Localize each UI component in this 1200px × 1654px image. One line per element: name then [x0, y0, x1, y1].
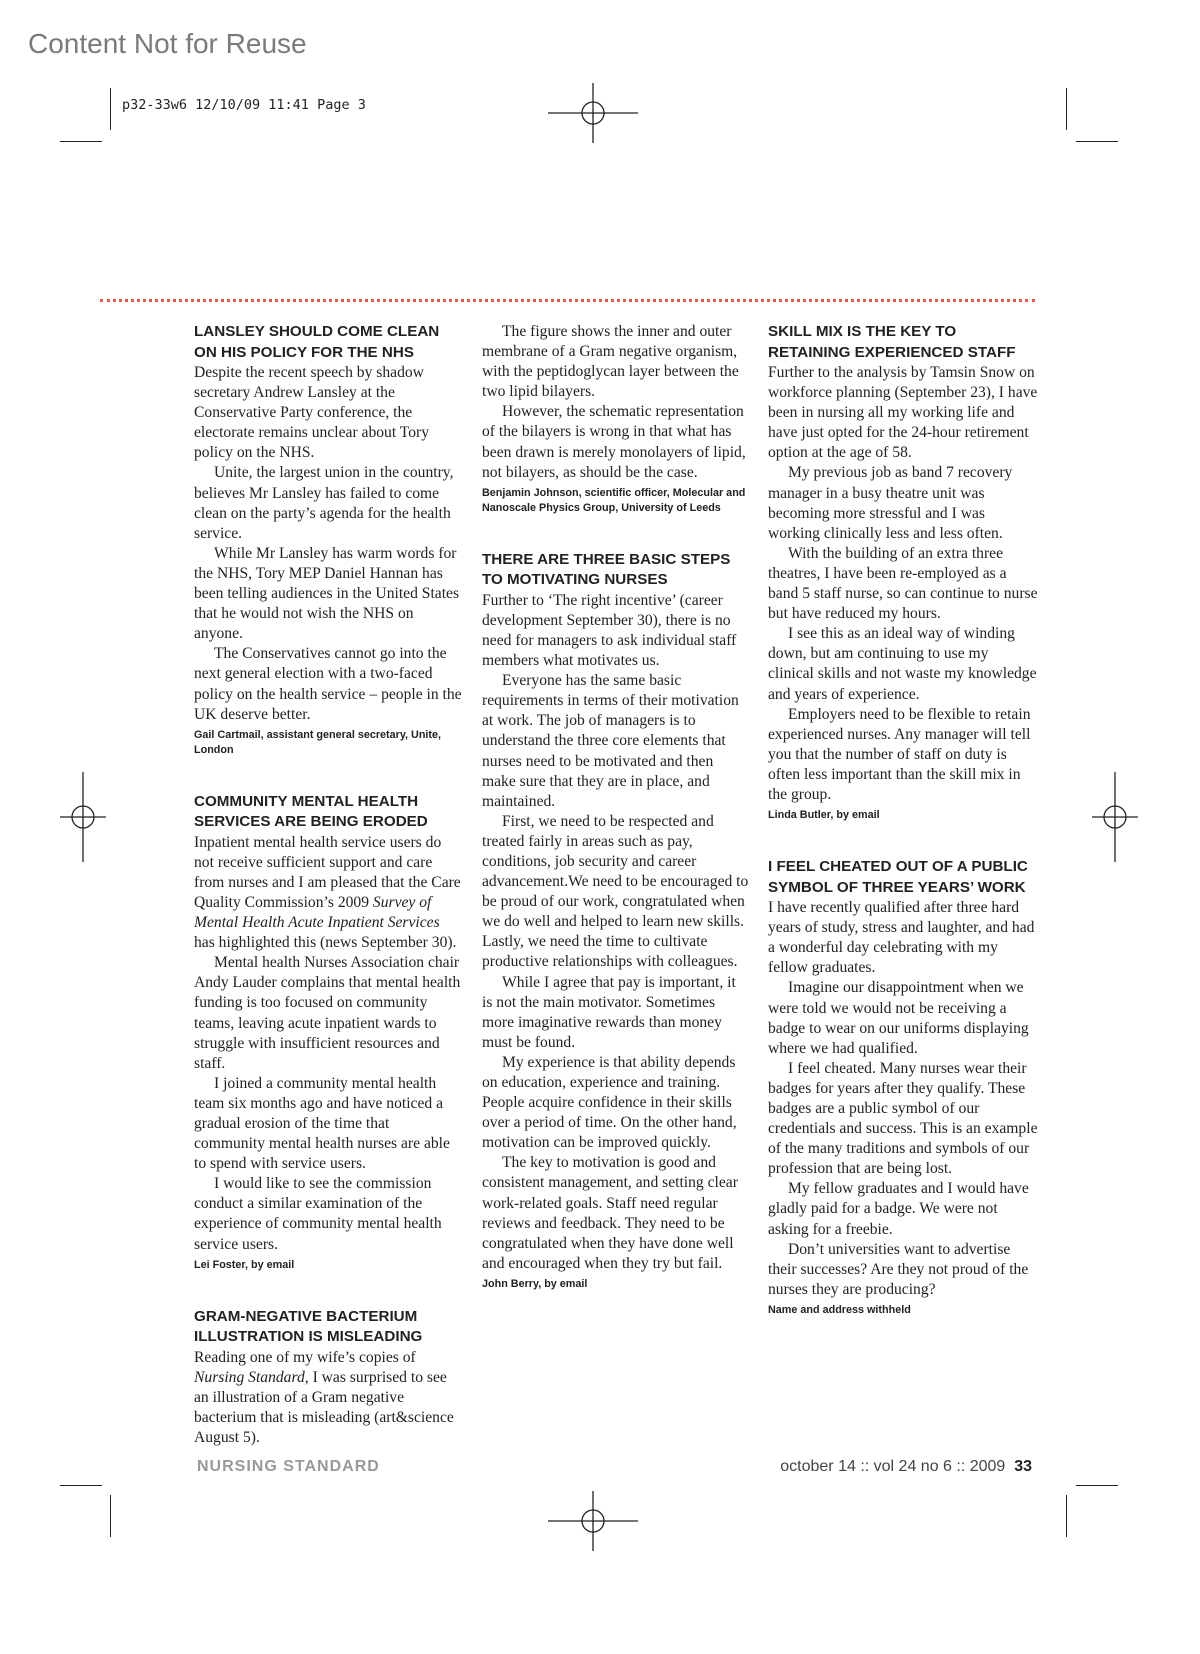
dotted-divider — [100, 299, 1035, 302]
letter-signature: Gail Cartmail, assistant general secretary, Unite, London — [194, 728, 442, 756]
print-slug: p32-33w6 12/10/09 11:41 Page 3 — [122, 97, 366, 113]
letter-headline: LANSLEY SHOULD COME CLEAN ON HIS POLICY FOR THE NHS — [194, 323, 440, 361]
letter-paragraph: Everyone has the same basic requirements in terms of their motivation at work. The job of managers is to understand the three core elements that nurses need to be motivated and then make sure that they are in place, and maintained. — [482, 672, 739, 810]
letter-cheated — [768, 857, 1038, 1318]
letter-gram-continued — [482, 322, 750, 516]
letter-paragraph: I would like to see the commission conduct a similar examination of the experience of community mental health service users. — [194, 1175, 442, 1253]
letter-paragraph: First, we need to be respected and treated fairly in areas such as pay, conditions, job security and career advancement.We need to be encouraged to be proud of our work, congratulated when we do well and helped to learn new skills. Lastly, we need the time to cultivate productive relationships with colleagues. — [482, 812, 749, 971]
letter-motivating — [482, 550, 750, 1292]
letter-paragraph: The Conservatives cannot go into the next general election with a two-faced policy on the health service – people in the UK deserve better. — [194, 645, 462, 723]
letter-paragraph: Unite, the largest union in the country, believes Mr Lansley has failed to come clean on the party’s agenda for the health service. — [194, 464, 454, 542]
letter-paragraph: My fellow graduates and I would have gladly paid for a badge. We were not asking for a freebie. — [768, 1180, 1029, 1238]
letter-paragraph: My previous job as band 7 recovery manager in a busy theatre unit was becoming more stressful and I was working clinically less and less often. — [768, 464, 1013, 542]
registration-mark-right — [1092, 772, 1138, 862]
letter-lansley — [194, 322, 464, 758]
survey-title: Survey of Mental Health Acute Inpatient Services — [194, 893, 440, 932]
registration-mark-bottom — [548, 1491, 638, 1551]
letter-signature: John Berry, by email — [482, 1277, 588, 1290]
letter-signature: Name and address withheld — [768, 1303, 911, 1316]
letter-paragraph: With the building of an extra three theatres, I have been re-employed as a band 5 staff nurse, so can continue to nurse but have reduced my hours. — [768, 544, 1038, 623]
letter-paragraph: The key to motivation is good and consistent management, and setting clear work-related goals. Staff need regular reviews and feedback. They need to be congratulated when they have done well and encouraged when they try but fail. — [482, 1154, 738, 1272]
letter-signature: Linda Butler, by email — [768, 809, 880, 822]
letter-paragraph: I joined a community mental health team six months ago and have noticed a gradual erosion of the time that community mental health nurses are able to spend with service users. — [194, 1074, 450, 1173]
letter-paragraph: I have recently qualified after three hard years of study, stress and laughter, and had a wonderful day celebrating with my fellow graduates. — [768, 899, 1035, 977]
letter-headline: GRAM-NEGATIVE BACTERIUM ILLUSTRATION IS MISLEADING — [194, 1307, 423, 1346]
publication-title: Nursing Standard — [194, 1368, 305, 1386]
publication-name: NURSING STANDARD — [197, 1458, 380, 1475]
letter-paragraph: Reading one of my wife’s copies of Nursing Standard, I was surprised to see an illustration of a Gram negative bacterium that is misleading (art&science August 5). — [194, 1348, 454, 1447]
letter-paragraph: Imagine our disappointment when we were told we would not be receiving a badge to wear on our uniforms displaying where we had qualified. — [768, 979, 1029, 1057]
letter-signature: Lei Foster, by email — [194, 1258, 295, 1271]
letter-community — [194, 792, 464, 1273]
letter-headline: THERE ARE THREE BASIC STEPS TO MOTIVATING NURSES — [482, 550, 731, 589]
letter-paragraph: While Mr Lansley has warm words for the NHS, Tory MEP Daniel Hannan has been telling audiences in the United States that he would not wish the NHS on anyone. — [194, 544, 460, 643]
letter-paragraph: While I agree that pay is important, it is not the main motivator. Sometimes more imaginative rewards than money must be found. — [482, 973, 736, 1051]
issue-date: october 14 :: vol 24 no 6 :: 2009 — [780, 1458, 1006, 1475]
letter-paragraph: Further to ‘The right incentive’ (career development September 30), there is no need for managers to ask individual staff members what motivates us. — [482, 591, 737, 670]
letter-paragraph: Employers need to be flexible to retain experienced nurses. Any manager will tell you that the number of staff on duty is often less important than the skill mix in the group. — [768, 705, 1031, 803]
letter-skillmix — [768, 322, 1038, 823]
letter-paragraph: Further to the analysis by Tamsin Snow on workforce planning (September 23), I have been in nursing all my working life and have just opted for the 24-hour retirement option at the age of 58. — [768, 364, 1038, 462]
letter-paragraph: My experience is that ability depends on education, experience and training. People acquire confidence in their skills over a period of time. On the other hand, motivation can be improved quickly. — [482, 1053, 737, 1152]
letter-gram — [194, 1307, 464, 1448]
column-2 — [482, 322, 750, 1292]
letter-paragraph: Despite the recent speech by shadow secretary Andrew Lansley at the Conservative Party conference, the electorate remains unclear about Tory policy on the NHS. — [194, 364, 430, 462]
letter-paragraph: However, the schematic representation of the bilayers is wrong in that what has been drawn is merely monolayers of lipid, not bilayers, as should be the case. — [482, 403, 746, 481]
letter-paragraph: Don’t universities want to advertise their successes? Are they not proud of the nurses they are producing? — [768, 1240, 1029, 1298]
issue-info — [780, 1458, 1032, 1476]
letter-headline: I FEEL CHEATED OUT OF A PUBLIC SYMBOL OF THREE YEARS’ WORK — [768, 858, 1028, 896]
letter-paragraph: Mental health Nurses Association chair Andy Lauder complains that mental health funding is too focused on community teams, leaving acute inpatient wards to struggle with insufficient resources and staff. — [194, 954, 461, 1072]
registration-mark-top — [548, 83, 638, 143]
letter-signature: Benjamin Johnson, scientific officer, Molecular and Nanoscale Physics Group, University of Leeds — [482, 486, 746, 514]
registration-mark-left — [60, 772, 106, 862]
column-3 — [768, 322, 1038, 1318]
letter-paragraph: The figure shows the inner and outer membrane of a Gram negative organism, with the peptidoglycan layer between the two lipid bilayers. — [482, 323, 739, 401]
column-1 — [194, 322, 464, 1448]
page-number: 33 — [1014, 1458, 1032, 1475]
letter-paragraph: Inpatient mental health service users do not receive sufficient support and care from nurses and I am pleased that the Care Quality Commission’s 2009 Survey of Mental Health Acute Inpatient Services has highlighted this (news September 30). — [194, 833, 461, 952]
letter-headline: SKILL MIX IS THE KEY TO RETAINING EXPERIENCED STAFF — [768, 323, 1016, 361]
letter-headline: COMMUNITY MENTAL HEALTH SERVICES ARE BEING ERODED — [194, 792, 428, 831]
letter-paragraph: I feel cheated. Many nurses wear their badges for years after they qualify. These badges are a public symbol of our credentials and success. This is an example of the many traditions and symbols of our profession that are being lost. — [768, 1059, 1038, 1178]
watermark: Content Not for Reuse — [28, 28, 307, 59]
letter-paragraph: I see this as an ideal way of winding down, but am continuing to use my clinical skills and not waste my knowledge and years of experience. — [768, 625, 1037, 703]
